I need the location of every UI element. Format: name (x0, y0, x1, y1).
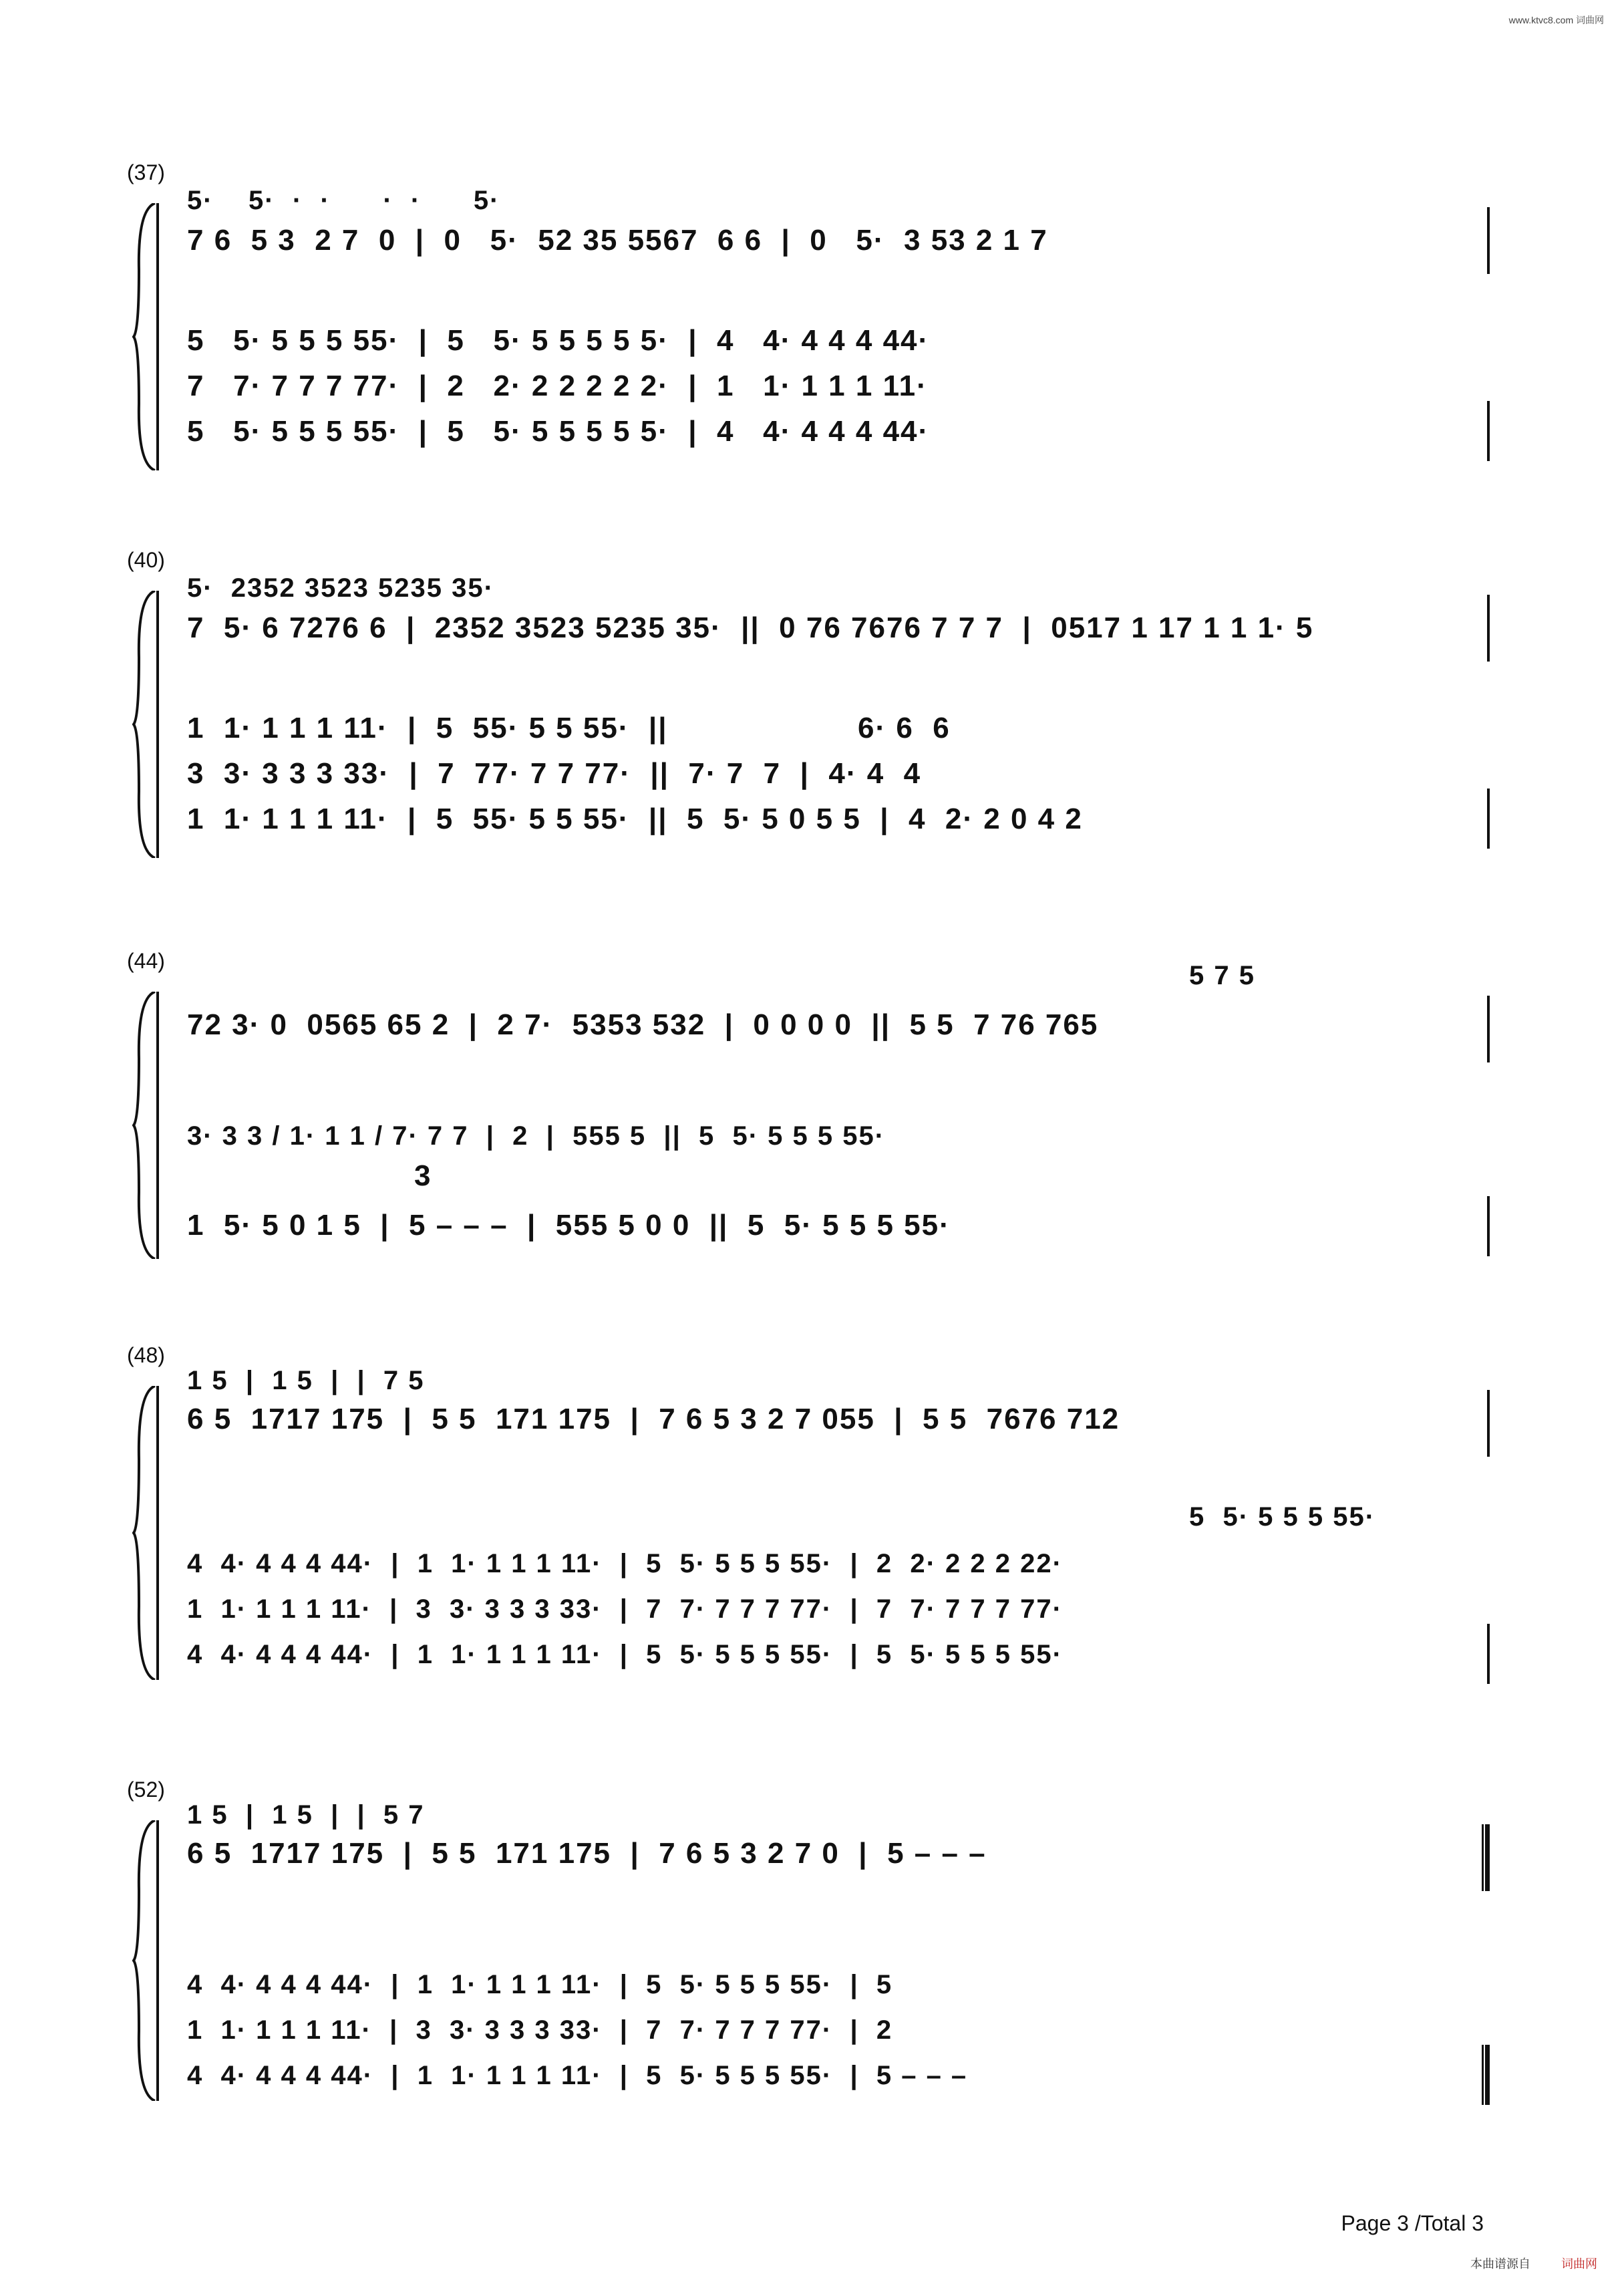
barline-end (1487, 1390, 1490, 1457)
brace-icon (132, 1386, 159, 1680)
melody-upper-dots: 5· 5· · · · · 5· (187, 185, 500, 215)
bass-mid2-line: 1 1· 1 1 1 11· | 3 3· 3 3 3 33· | 7 7· 7 7 7 77· | 7 7· 7 7 7 77· (187, 1594, 1063, 1624)
barline-end-bass (1487, 1196, 1490, 1256)
melody-line: 6 5 1717 175 | 5 5 171 175 | 7 6 5 3 2 7 055 | 5 5 7676 712 (187, 1403, 1120, 1435)
measure-number: (52) (127, 1777, 165, 1802)
melody-line: 72 3· 0 0565 65 2 | 2 7· 5353 532 | 0 0 0 0 || 5 5 7 76 765 (187, 1008, 1099, 1041)
brace-icon (132, 591, 159, 858)
brand-label: 词曲网 (1561, 2257, 1597, 2271)
barline-end (1487, 996, 1490, 1062)
final-barline (1482, 1824, 1490, 1891)
barline-end-bass (1487, 401, 1490, 461)
bass-mid-line: 1 1· 1 1 1 11· | 3 3· 3 3 3 33· | 7 7· 7 7 7 77· | 2 (187, 2015, 893, 2045)
brace-icon (132, 203, 159, 470)
bass-low-line: 4 4· 4 4 4 44· | 1 1· 1 1 1 11· | 5 5· 5 5 5 55· | 5 – – – (187, 2060, 968, 2090)
measure-number: (48) (127, 1343, 165, 1367)
barline-end-bass (1487, 1624, 1490, 1684)
measure-number: (44) (127, 949, 165, 973)
system-48 (127, 1343, 1496, 1717)
brace-icon (132, 1820, 159, 2101)
final-barline-bass (1482, 2045, 1490, 2105)
bass-low-line: 4 4· 4 4 4 44· | 1 1· 1 1 1 11· | 5 5· 5 5 5 55· | 5 5· 5 5 5 55· (187, 1639, 1063, 1669)
melody-upper-notes: 5 7 5 (1189, 960, 1255, 990)
page-indicator: Page 3 /Total 3 (1341, 2211, 1484, 2235)
barline-end-bass (1487, 789, 1490, 849)
bass-top-line: 5 5· 5 5 5 55· | 5 5· 5 5 5 5 5· | 4 4· 4 4 4 44· (187, 324, 930, 357)
bass-top-line: 3· 3 3 / 1· 1 1 / 7· 7 7 | 2 | 555 5 || 5 5· 5 5 5 55· (187, 1121, 886, 1151)
bass-top-line: 1 1· 1 1 1 11· | 5 55· 5 5 55· || 6· 6 6 (187, 712, 951, 744)
site-url: www.ktvc8.com 词曲网 (1508, 15, 1604, 25)
measure-number: (40) (127, 548, 165, 572)
bass-low-line: 1 1· 1 1 1 11· | 5 55· 5 5 55· || 5 5· 5 0 5 5 | 4 2· 2 0 4 2 (187, 803, 1083, 835)
bass-mid-line: 7 7· 7 7 7 77· | 2 2· 2 2 2 2 2· | 1 1· 1 1 1 11· (187, 370, 928, 402)
measure-number: (37) (127, 160, 165, 184)
bass-top-line: 5 5· 5 5 5 55· (1189, 1502, 1376, 1532)
melody-upper-dots: 5· 2352 3523 5235 35· (187, 573, 494, 603)
system-37 (127, 160, 1496, 481)
melody-line: 7 6 5 3 2 7 0 | 0 5· 52 35 5567 6 6 | 0 5· 3 53 2 1 7 (187, 224, 1048, 257)
barline-end (1487, 207, 1490, 274)
bass-mid-line: 4 4· 4 4 4 44· | 1 1· 1 1 1 11· | 5 5· 5 5 5 55· | 2 2· 2 2 2 22· (187, 1548, 1063, 1578)
barline-end (1487, 595, 1490, 662)
bass-low-line: 5 5· 5 5 5 55· | 5 5· 5 5 5 5 5· | 4 4· 4 4 4 44· (187, 415, 930, 448)
system-52 (127, 1777, 1496, 2125)
source-label: 本曲谱源自 (1470, 2257, 1530, 2271)
system-44 (127, 936, 1496, 1270)
melody-line: 7 5· 6 7276 6 | 2352 3523 5235 35· || 0 76 7676 7 7 7 | 0517 1 17 1 1 1· 5 (187, 611, 1314, 644)
bass-mid-line: 3 3· 3 3 3 33· | 7 77· 7 7 77· || 7· 7 7 | 4· 4 4 (187, 757, 922, 790)
melody-upper-notes: 1 5 | 1 5 | | 5 7 (187, 1800, 425, 1830)
bass-low-line: 1 5· 5 0 1 5 | 5 – – – | 555 5 0 0 || 5 5· 5 5 5 55· (187, 1209, 951, 1242)
bass-top-line: 4 4· 4 4 4 44· | 1 1· 1 1 1 11· | 5 5· 5 5 5 55· | 5 (187, 1969, 893, 1999)
melody-upper-notes: 1 5 | 1 5 | | 7 5 (187, 1365, 425, 1395)
bass-mid-line: 3 (414, 1159, 432, 1192)
system-40 (127, 548, 1496, 869)
brace-icon (132, 992, 159, 1259)
melody-line: 6 5 1717 175 | 5 5 171 175 | 7 6 5 3 2 7 0 | 5 – – – (187, 1837, 987, 1870)
